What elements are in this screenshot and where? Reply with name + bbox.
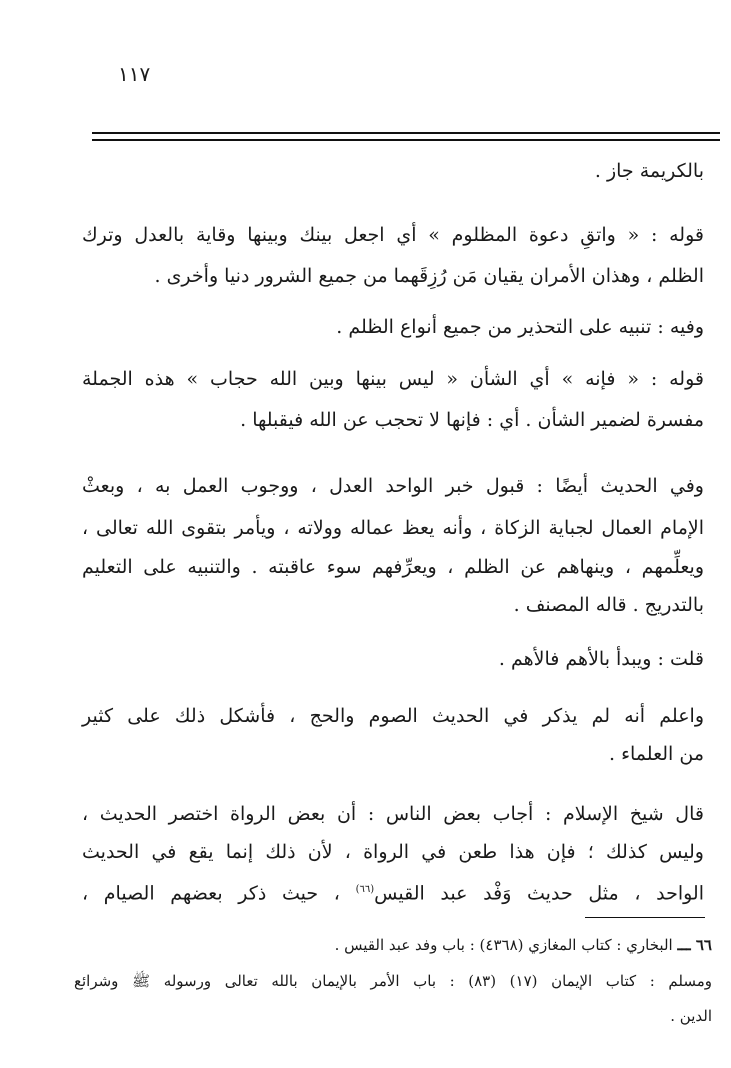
text-line: مفسرة لضمير الشأن . أي : فإنها لا تحجب عن الله فيقبلها . — [240, 409, 704, 431]
footnote-separator — [585, 917, 705, 918]
text-line: وليس كذلك ؛ فإن هذا طعن في الرواة ، لأن ذلك إنما يقع في الحديث — [82, 841, 704, 863]
footnote-marker: (٦٦) — [355, 884, 375, 895]
text-fragment: الواحد ، مثل حديث وَفْد عبد القيس — [374, 882, 704, 905]
footnote-line — [74, 934, 712, 956]
text-fragment: ، حيث ذكر بعضهم الصيام ، — [82, 882, 340, 905]
header-rule-bottom — [92, 139, 720, 141]
text-line: وفيه : تنبيه على التحذير من جميع أنواع الظلم . — [336, 316, 704, 338]
footnote-text: البخاري : كتاب المغازي (٤٣٦٨) : باب وفد عبد القيس . — [334, 936, 673, 954]
text-line: بالكريمة جاز . — [594, 160, 704, 182]
text-line: الإمام العمال لجباية الزكاة ، وأنه يعظ عماله وولاته ، ويأمر بتقوى الله تعالى ، — [82, 517, 704, 539]
text-line: ويعلِّمهم ، وينهاهم عن الظلم ، ويعرِّفهم سوء عاقبته . والتنبيه على التعليم — [82, 556, 704, 578]
text-line: الظلم ، وهذان الأمران يقيان مَن رُزِقَهما من جميع الشرور دنيا وأخرى . — [154, 265, 704, 287]
text-line: واعلم أنه لم يذكر في الحديث الصوم والحج ، فأشكل ذلك على كثير — [82, 705, 704, 727]
text-line: من العلماء . — [609, 743, 704, 765]
text-line: قلت : ويبدأ بالأهم فالأهم . — [498, 648, 704, 670]
page-number: ١١٧ — [118, 62, 151, 86]
text-line: قوله : « فإنه » أي الشأن « ليس بينها وبين الله حجاب » هذه الجملة — [82, 368, 704, 390]
footnote-line: الدين . — [670, 1007, 712, 1025]
text-line: قال شيخ الإسلام : أجاب بعض الناس : أن بعض الرواة اختصر الحديث ، — [82, 803, 704, 825]
footnote-number: ٦٦ ـــ — [677, 936, 712, 954]
text-line: بالتدريج . قاله المصنف . — [513, 594, 704, 616]
text-line — [82, 876, 704, 907]
footnote-line: ومسلم : كتاب الإيمان (١٧) (٨٣) : باب الأمر بالإيمان بالله تعالى ورسوله ﷺ وشرائع — [74, 972, 712, 990]
text-line: قوله : « واتقِ دعوة المظلوم » أي اجعل بينك وبينها وقاية بالعدل وترك — [82, 224, 704, 246]
text-line: وفي الحديث أيضًا : قبول خبر الواحد العدل ، ووجوب العمل به ، وبعثْ — [82, 475, 704, 497]
header-rule-top — [92, 132, 720, 134]
